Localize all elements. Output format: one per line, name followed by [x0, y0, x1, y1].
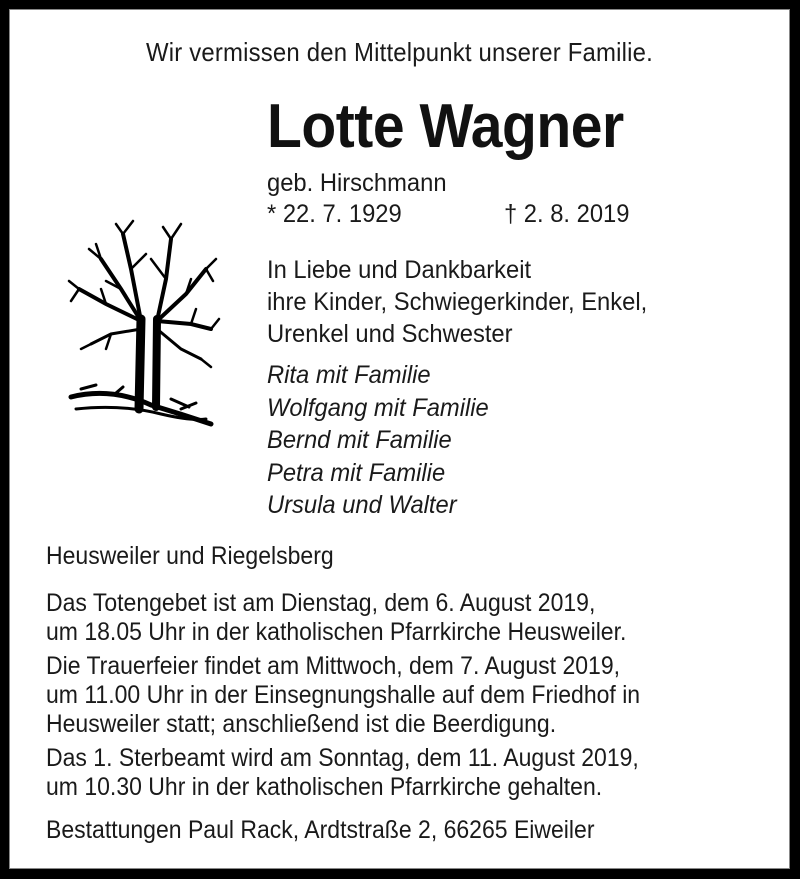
death-date: † 2. 8. 2019: [504, 200, 630, 228]
deceased-name: Lotte Wagner: [267, 92, 624, 161]
notice-line: Das Totengebet ist am Dienstag, dem 6. August 2019,: [46, 589, 596, 617]
mourners-intro-line: Urenkel und Schwester: [267, 320, 513, 348]
notice-funeral: [46, 652, 640, 739]
notice-line: Heusweiler statt; anschließend ist die Beerdigung.: [46, 710, 557, 738]
location: Heusweiler und Riegelsberg: [46, 542, 334, 570]
mourners-intro-line: In Liebe und Dankbarkeit: [267, 256, 532, 284]
service-notices: [46, 589, 640, 807]
undertaker-info: Bestattungen Paul Rack, Ardtstraße 2, 66265 Eiweiler: [46, 816, 595, 844]
family-member: Wolfgang mit Familie: [267, 393, 489, 422]
family-member: Petra mit Familie: [267, 458, 446, 487]
obituary-card: [9, 9, 790, 869]
notice-requiem: [46, 744, 640, 802]
mourners-intro-line: ihre Kinder, Schwiegerkinder, Enkel,: [267, 288, 648, 316]
headline: Wir vermissen den Mittelpunkt unserer Familie.: [146, 37, 653, 67]
notice-line: Die Trauerfeier findet am Mittwoch, dem 7. August 2019,: [46, 652, 621, 680]
notice-line: um 10.30 Uhr in der katholischen Pfarrkirche gehalten.: [46, 773, 603, 801]
family-member: Ursula und Walter: [267, 491, 457, 519]
notice-line: Das 1. Sterbeamt wird am Sonntag, dem 11. August 2019,: [46, 744, 639, 772]
notice-prayer: [46, 589, 640, 647]
notice-line: um 11.00 Uhr in der Einsegnungshalle auf dem Friedhof in: [46, 681, 641, 709]
birth-name: geb. Hirschmann: [267, 169, 447, 197]
mourners-intro: [267, 254, 647, 350]
birth-date: * 22. 7. 1929: [267, 200, 402, 228]
notice-line: um 18.05 Uhr in der katholischen Pfarrkirche Heusweiler.: [46, 618, 627, 646]
family-member: Rita mit Familie: [267, 361, 431, 389]
family-list: [267, 359, 489, 522]
family-member: Bernd mit Familie: [267, 426, 452, 454]
tree-icon: [61, 209, 221, 429]
